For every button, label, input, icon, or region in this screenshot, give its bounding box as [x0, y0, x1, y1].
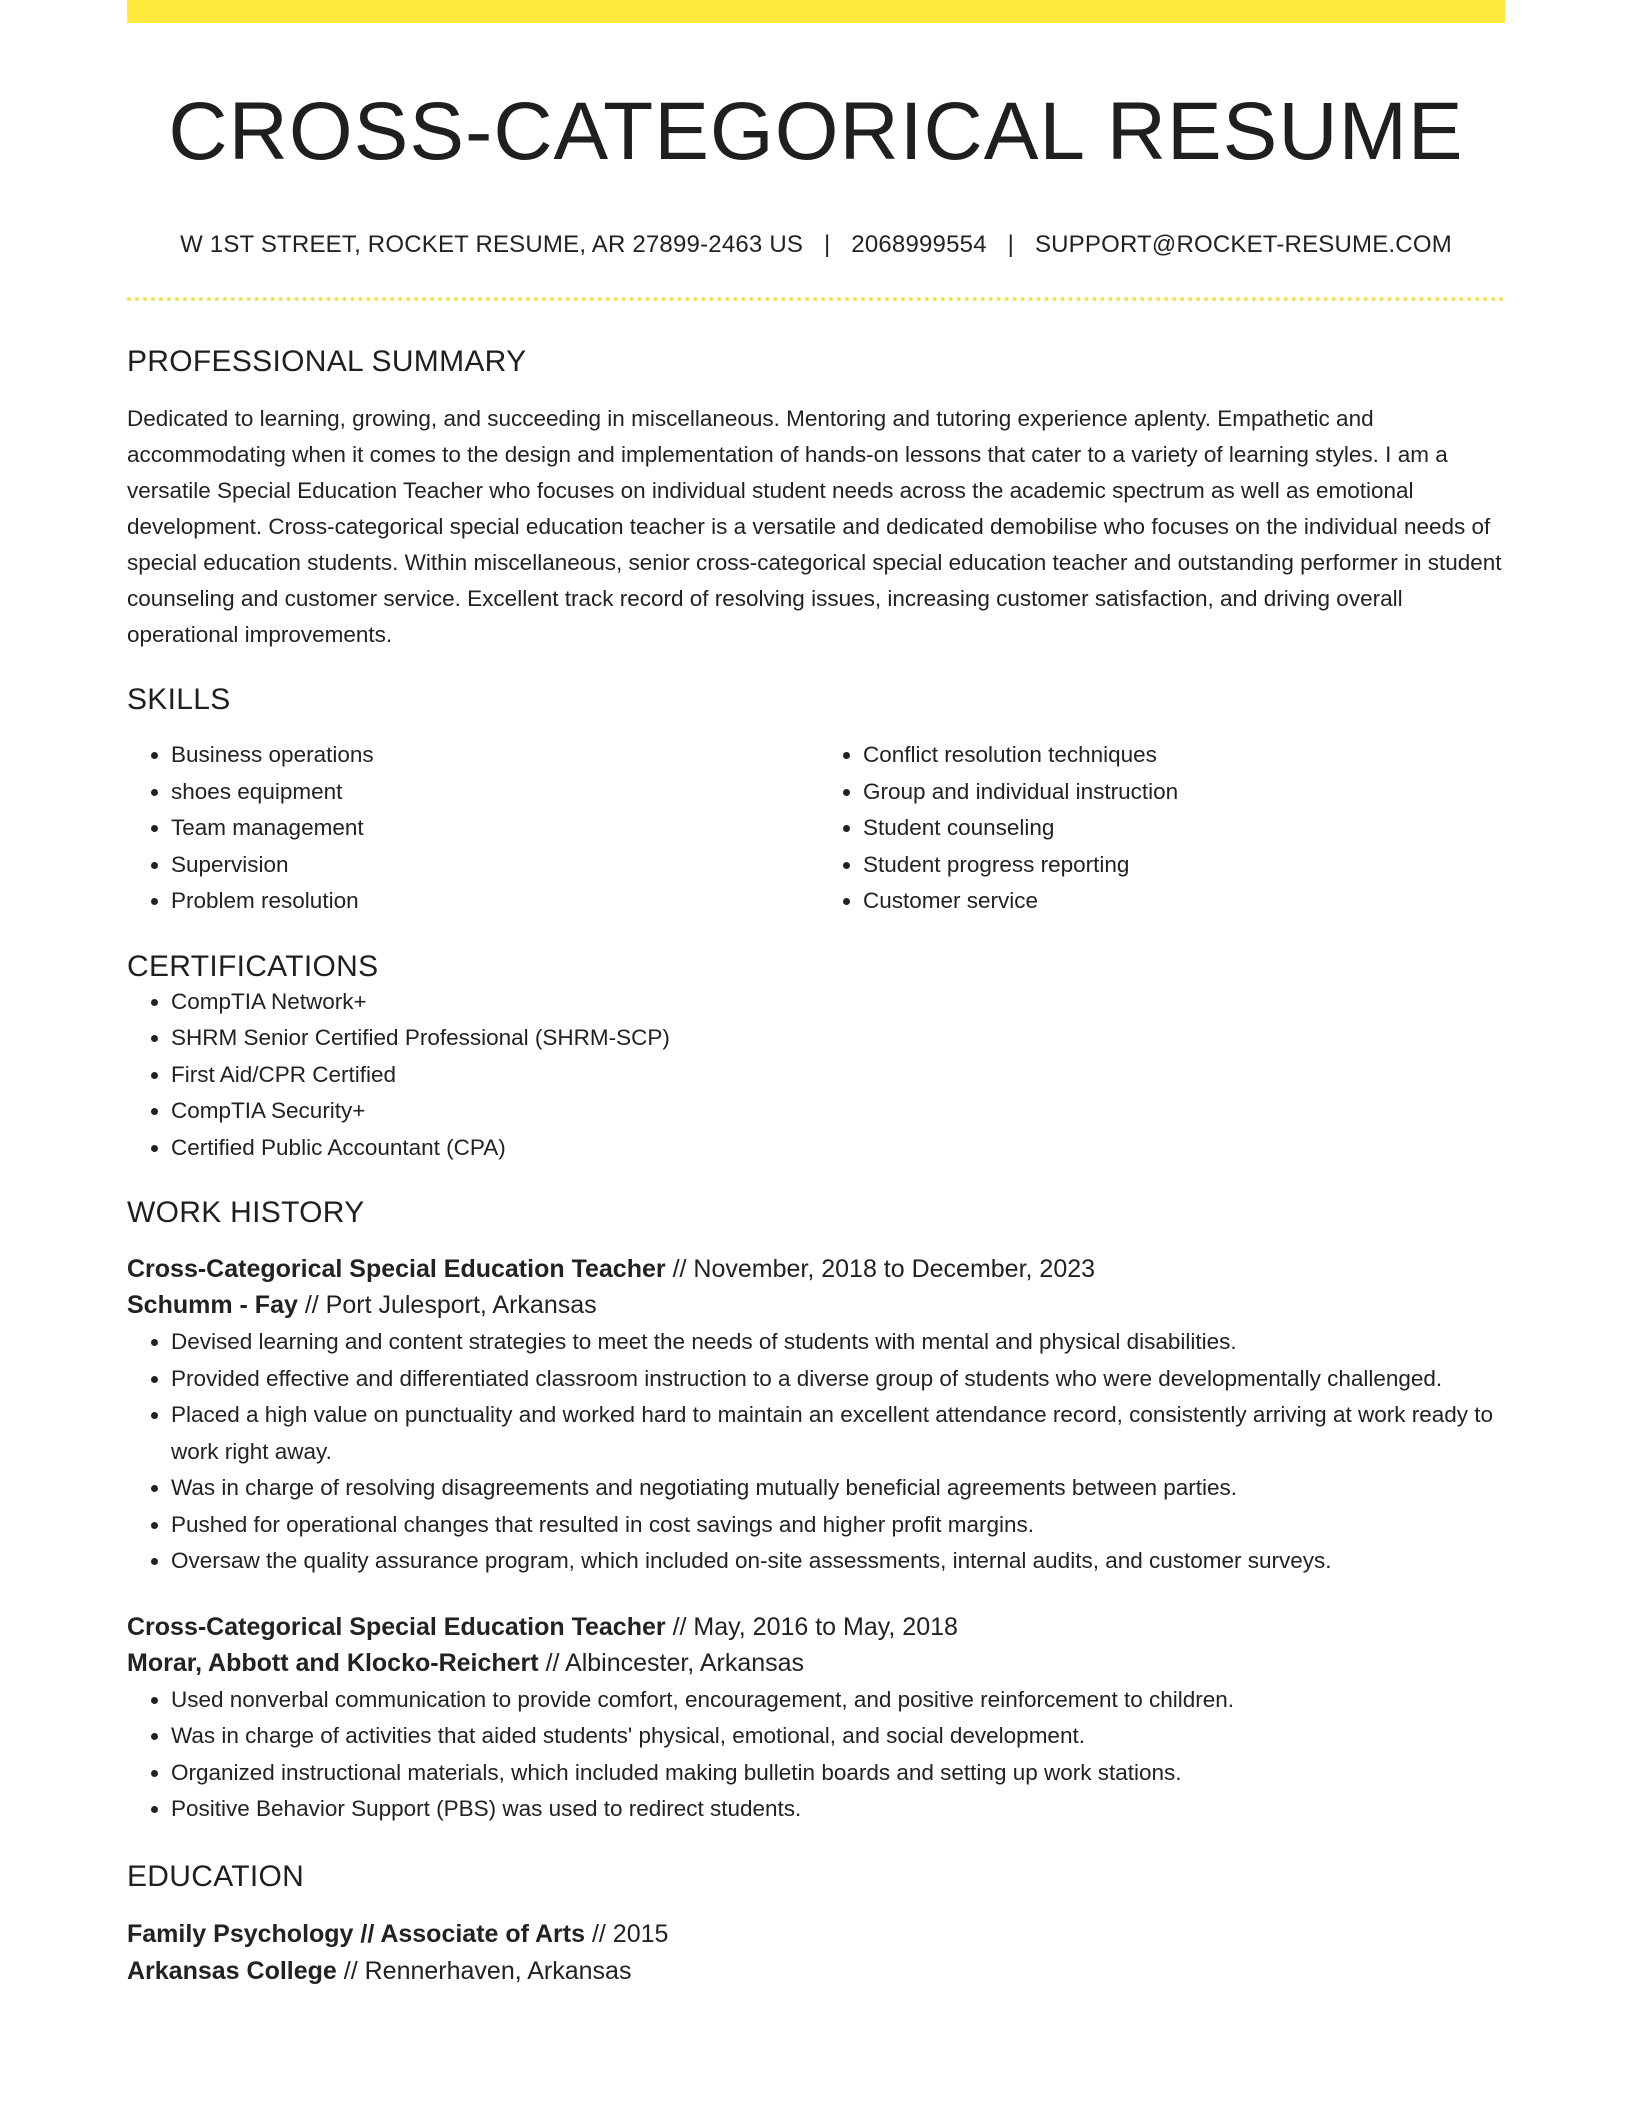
- job-bullet: • Organized instructional materials, which included making bulletin boards and setting up work stations.: [171, 1755, 1505, 1792]
- skills-list: [127, 737, 1505, 920]
- job-responsibilities: [127, 1682, 1505, 1828]
- job-title: Cross-Categorical Special Education Teacher: [127, 1255, 666, 1284]
- job-location: // Port Julesport, Arkansas: [304, 1291, 597, 1320]
- skill-item: • Student progress reporting: [863, 847, 1505, 884]
- job-company-line: [127, 1644, 1505, 1682]
- contact-phone: 2068999554: [851, 231, 987, 259]
- dotted-divider: [127, 297, 1505, 301]
- skill-item: • Team management: [171, 810, 813, 847]
- certification-item: • SHRM Senior Certified Professional (SHRM-SCP): [171, 1020, 1505, 1057]
- certifications-list: [127, 984, 1505, 1167]
- certification-item: • CompTIA Network+: [171, 984, 1505, 1021]
- skill-item: • Business operations: [171, 737, 813, 774]
- job-company: Morar, Abbott and Klocko-Reichert: [127, 1648, 539, 1677]
- certification-item: • CompTIA Security+: [171, 1093, 1505, 1130]
- certification-item: • First Aid/CPR Certified: [171, 1057, 1505, 1094]
- contact-email: SUPPORT@ROCKET-RESUME.COM: [1034, 231, 1452, 259]
- job-bullet: • Was in charge of resolving disagreements and negotiating mutually beneficial agreements between parties.: [171, 1470, 1505, 1507]
- job-company-line: [127, 1286, 1505, 1324]
- resume-page: [127, 0, 1505, 1990]
- job-bullet: • Was in charge of activities that aided students' physical, emotional, and social development.: [171, 1718, 1505, 1755]
- skill-item: • Problem resolution: [171, 883, 813, 920]
- education-degree: Family Psychology // Associate of Arts: [127, 1919, 586, 1948]
- job-bullet: • Devised learning and content strategies to meet the needs of students with mental and physical disabilities.: [171, 1324, 1505, 1361]
- skill-item: • Group and individual instruction: [863, 774, 1505, 811]
- job-title: Cross-Categorical Special Education Teacher: [127, 1612, 666, 1641]
- work-history-heading: WORK HISTORY: [127, 1196, 365, 1230]
- job-bullet: • Provided effective and differentiated classroom instruction to a diverse group of students who were developmentally challenged.: [171, 1361, 1505, 1398]
- contact-separator: |: [1007, 231, 1015, 259]
- job-entry: [127, 1610, 1505, 1828]
- skill-item: • Conflict resolution techniques: [863, 737, 1505, 774]
- job-responsibilities: [127, 1324, 1505, 1580]
- certification-item: • Certified Public Accountant (CPA): [171, 1130, 1505, 1167]
- skills-left-column: [127, 737, 813, 920]
- job-bullet: • Placed a high value on punctuality and worked hard to maintain an excellent attendance record, consistently arriving at work ready to work right away.: [171, 1397, 1505, 1470]
- certifications-heading: CERTIFICATIONS: [127, 949, 379, 983]
- summary-heading: PROFESSIONAL SUMMARY: [127, 345, 527, 379]
- job-location: // Albincester, Arkansas: [545, 1648, 805, 1677]
- job-entry: [127, 1252, 1505, 1580]
- contact-separator: |: [823, 231, 831, 259]
- job-bullet: • Pushed for operational changes that resulted in cost savings and higher profit margins.: [171, 1507, 1505, 1544]
- job-dates: // May, 2016 to May, 2018: [672, 1612, 958, 1641]
- job-title-line: [127, 1610, 1505, 1644]
- skills-right-column: [813, 737, 1505, 920]
- education-heading: EDUCATION: [127, 1859, 305, 1893]
- contact-address: W 1ST STREET, ROCKET RESUME, AR 27899-2463 US: [180, 231, 804, 259]
- education-school: Arkansas College: [127, 1956, 337, 1985]
- contact-line: [127, 231, 1505, 259]
- job-bullet: • Positive Behavior Support (PBS) was used to redirect students.: [171, 1791, 1505, 1828]
- job-company: Schumm - Fay: [127, 1291, 298, 1320]
- education-year: // 2015: [591, 1919, 669, 1948]
- job-dates: // November, 2018 to December, 2023: [672, 1255, 1096, 1284]
- skill-item: • shoes equipment: [171, 774, 813, 811]
- skill-item: • Customer service: [863, 883, 1505, 920]
- education-degree-line: [127, 1916, 1505, 1952]
- job-bullet: • Used nonverbal communication to provide comfort, encouragement, and positive reinforcement to children.: [171, 1682, 1505, 1719]
- resume-title: CROSS-CATEGORICAL RESUME: [168, 86, 1464, 177]
- job-title-line: [127, 1252, 1505, 1286]
- summary-text: Dedicated to learning, growing, and succeeding in miscellaneous. Mentoring and tutoring experience aplenty. Empathetic and accommodating when it comes to the design and implementation of hands-on lessons that cater to a variety of learning styles. I am a versatile Special Education Teacher who focuses on individual student needs across the academic spectrum as well as emotional development. Cross-categorical special education teacher is a versatile and dedicated demobilise who focuses on the individual needs of special education students. Within miscellaneous, senior cross-categorical special education teacher and outstanding performer in student counseling and customer service. Excellent track record of resolving issues, increasing customer satisfaction, and driving overall operational improvements.: [127, 406, 1502, 648]
- job-bullet: • Oversaw the quality assurance program, which included on-site assessments, internal audits, and customer surveys.: [171, 1543, 1505, 1580]
- education-school-line: [127, 1952, 1505, 1990]
- skill-item: • Supervision: [171, 847, 813, 884]
- skill-item: • Student counseling: [863, 810, 1505, 847]
- accent-top-bar: [127, 0, 1505, 23]
- skills-heading: SKILLS: [127, 683, 231, 717]
- education-location: // Rennerhaven, Arkansas: [343, 1956, 632, 1985]
